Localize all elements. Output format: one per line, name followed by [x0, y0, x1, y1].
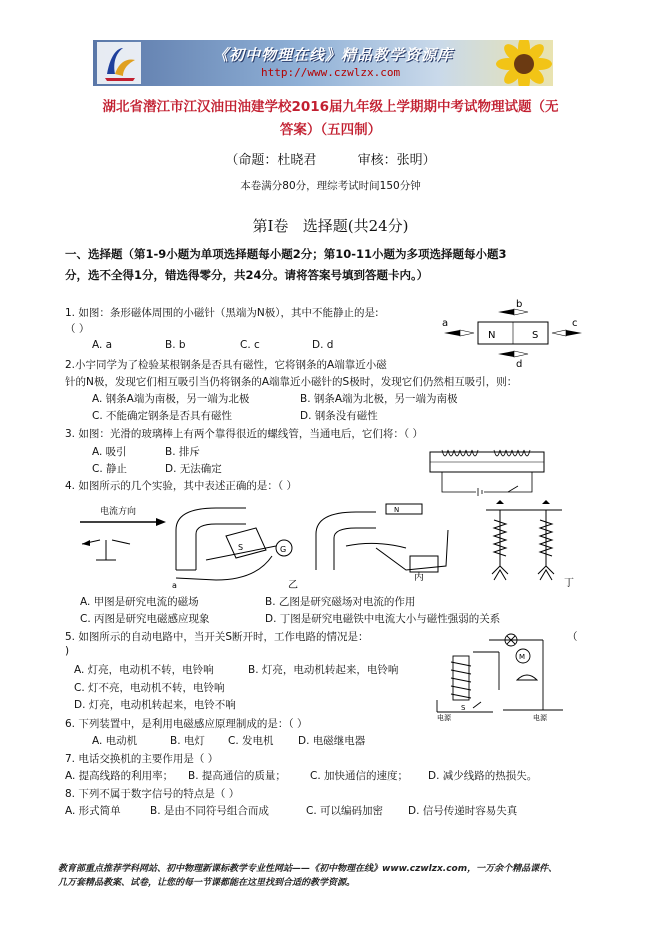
page-footer [58, 862, 618, 890]
q5-option-d[interactable]: D. 灯亮，电动机转起来，电铃不响 [74, 699, 236, 711]
q6-option-a[interactable]: A. 电动机 [92, 735, 138, 747]
q3-option-d[interactable]: D. 无法确定 [165, 463, 222, 475]
q4-option-c[interactable]: C. 丙图是研究电磁感应现象 [80, 613, 210, 625]
q3-option-c[interactable]: C. 静止 [92, 463, 128, 475]
q7-option-a[interactable]: A. 提高线路的利用率； [65, 770, 174, 782]
paper-title-line1: 湖北省潜江市江汉油田油建学校2016届九年级上学期期中考试物理试题（无 [102, 99, 559, 115]
q5-fig-label-motor: M [519, 653, 526, 661]
q5-fig-label-power2: 电源 [533, 714, 547, 722]
q5-paren-open: （ [567, 631, 578, 643]
q2-stem-line1: 2.小宇同学为了检验某根钢条是否具有磁性，它将钢条的A端靠近小磁 [65, 359, 387, 371]
q4-fig-label-bing: 丙 [414, 572, 424, 583]
q1-fig-label-c: c [572, 318, 578, 329]
q4-fig-label-g: G [280, 545, 287, 554]
q6-option-b[interactable]: B. 电灯 [170, 735, 205, 747]
q4-fig-label-s: S [238, 543, 244, 552]
q8-option-d[interactable]: D. 信号传递时容易失真 [408, 805, 518, 817]
banner-url[interactable]: http://www.czwlzx.com [261, 66, 401, 79]
q7-option-b[interactable]: B. 提高通信的质量； [188, 770, 286, 782]
q1-option-b[interactable]: B. b [165, 339, 186, 351]
footer-line2: 几万套精品教案、试卷，让您的每一节课都能在这里找到合适的教学资源。 [58, 878, 356, 888]
authors-line: （命题：杜晓君 审核：张明） [225, 153, 436, 168]
q1-fig-label-n: N [488, 330, 496, 341]
q5-option-c[interactable]: C. 灯不亮，电动机不转，电铃响 [74, 682, 225, 694]
banner-title: 《初中物理在线》精品教学资源库 [213, 46, 454, 64]
q1-fig-label-b: b [516, 299, 523, 310]
sunflower-icon [489, 40, 553, 86]
q6-option-d[interactable]: D. 电磁继电器 [298, 735, 366, 747]
exam-note: 本卷满分80分，理综考试时间150分钟 [240, 180, 421, 192]
q2-option-b[interactable]: B. 钢条A端为北极，另一端为南极 [300, 393, 458, 405]
paper-title-line2: 答案）（五四制） [279, 122, 382, 138]
part1-title: 第Ⅰ卷 选择题(共24分) [252, 217, 409, 235]
q3-option-a[interactable]: A. 吸引 [92, 446, 127, 458]
q1-fig-label-a: a [442, 318, 449, 329]
q4-fig-label-current-direction: 电流方向 [100, 507, 137, 517]
q5-option-b[interactable]: B. 灯亮，电动机转起来，电铃响 [248, 664, 399, 676]
q2-option-c[interactable]: C. 不能确定钢条是否具有磁性 [92, 410, 233, 422]
q8-option-b[interactable]: B. 是由不同符号组合而成 [150, 805, 269, 817]
section1-instructions-line2: 分，选不全得1分，错选得零分，共24分。请将答案号填到答题卡内。） [65, 268, 429, 282]
q4-fig-label-n: N [394, 506, 400, 514]
q3-stem: 3. 如图：光滑的玻璃棒上有两个靠得很近的螺线管，当通电后，它们将：（ ） [65, 428, 423, 440]
q6-stem: 6. 下列装置中，是利用电磁感应原理制成的是：（ ） [65, 718, 308, 730]
q4-fig-label-ding: 丁 [564, 578, 574, 589]
q7-stem: 7. 电话交换机的主要作用是（ ） [65, 753, 219, 765]
q8-option-c[interactable]: C. 可以编码加密 [306, 805, 384, 817]
q5-fig-label-s: S [461, 704, 466, 712]
q1-option-c[interactable]: C. c [240, 339, 260, 351]
q4-option-a[interactable]: A. 甲图是研究电流的磁场 [80, 596, 199, 608]
q5-fig-label-power1: 电源 [437, 714, 451, 722]
site-logo-icon [97, 42, 141, 84]
q4-fig-label-yi: 乙 [288, 580, 298, 591]
q4-fig-label-a: a [172, 581, 177, 590]
q1-fig-label-s: S [532, 330, 539, 341]
q5-option-a[interactable]: A. 灯亮，电动机不转，电铃响 [74, 664, 214, 676]
q4-stem: 4. 如图所示的几个实验，其中表述正确的是：（ ） [65, 480, 297, 492]
section1-instructions-line1: 一、选择题（第1-9小题为单项选择题每小题2分；第10-11小题为多项选择题每小题3 [65, 247, 507, 261]
q1-option-a[interactable]: A. a [92, 339, 113, 351]
q5-stem: 5. 如图所示的自动电路中，当开关S断开时，工作电路的情况是： [65, 631, 369, 643]
q1-stem: 1. 如图：条形磁体周围的小磁针（黑端为N极），其中不能静止的是: [65, 307, 379, 319]
q2-stem-line2: 针的N极，发现它们相互吸引当仍将钢条的A端靠近小磁针的S极时，发现它们仍然相互吸引，则： [65, 376, 518, 388]
q1-option-d[interactable]: D. d [312, 339, 334, 351]
q5-figure-relay-circuit [433, 630, 569, 722]
q5-paren-close: ) [65, 645, 70, 657]
q3-figure-solenoids [428, 442, 548, 500]
q1-figure-bar-magnet [438, 298, 588, 370]
footer-line1: 教育部重点推荐学科网站、初中物理新课标教学专业性网站——《初中物理在线》www.czwlzx.com，一万余个精品课件、 [58, 864, 558, 874]
q3-option-b[interactable]: B. 排斥 [165, 446, 200, 458]
q7-option-c[interactable]: C. 加快通信的速度； [310, 770, 409, 782]
q1-fig-label-d: d [516, 359, 523, 370]
q6-option-c[interactable]: C. 发电机 [228, 735, 274, 747]
q8-option-a[interactable]: A. 形式简单 [65, 805, 121, 817]
q4-option-b[interactable]: B. 乙图是研究磁场对电流的作用 [265, 596, 416, 608]
q1-paren: （ ） [65, 323, 90, 335]
q4-option-d[interactable]: D. 丁图是研究电磁铁中电流大小与磁性强弱的关系 [265, 613, 501, 625]
q7-option-d[interactable]: D. 减少线路的热损失。 [428, 770, 538, 782]
q2-option-a[interactable]: A. 钢条A端为南极，另一端为北极 [92, 393, 250, 405]
q8-stem: 8. 下列不属于数字信号的特点是（ ） [65, 788, 240, 800]
site-banner [93, 40, 553, 86]
q2-option-d[interactable]: D. 钢条没有磁性 [300, 410, 378, 422]
q4-figure-experiments [76, 500, 576, 592]
